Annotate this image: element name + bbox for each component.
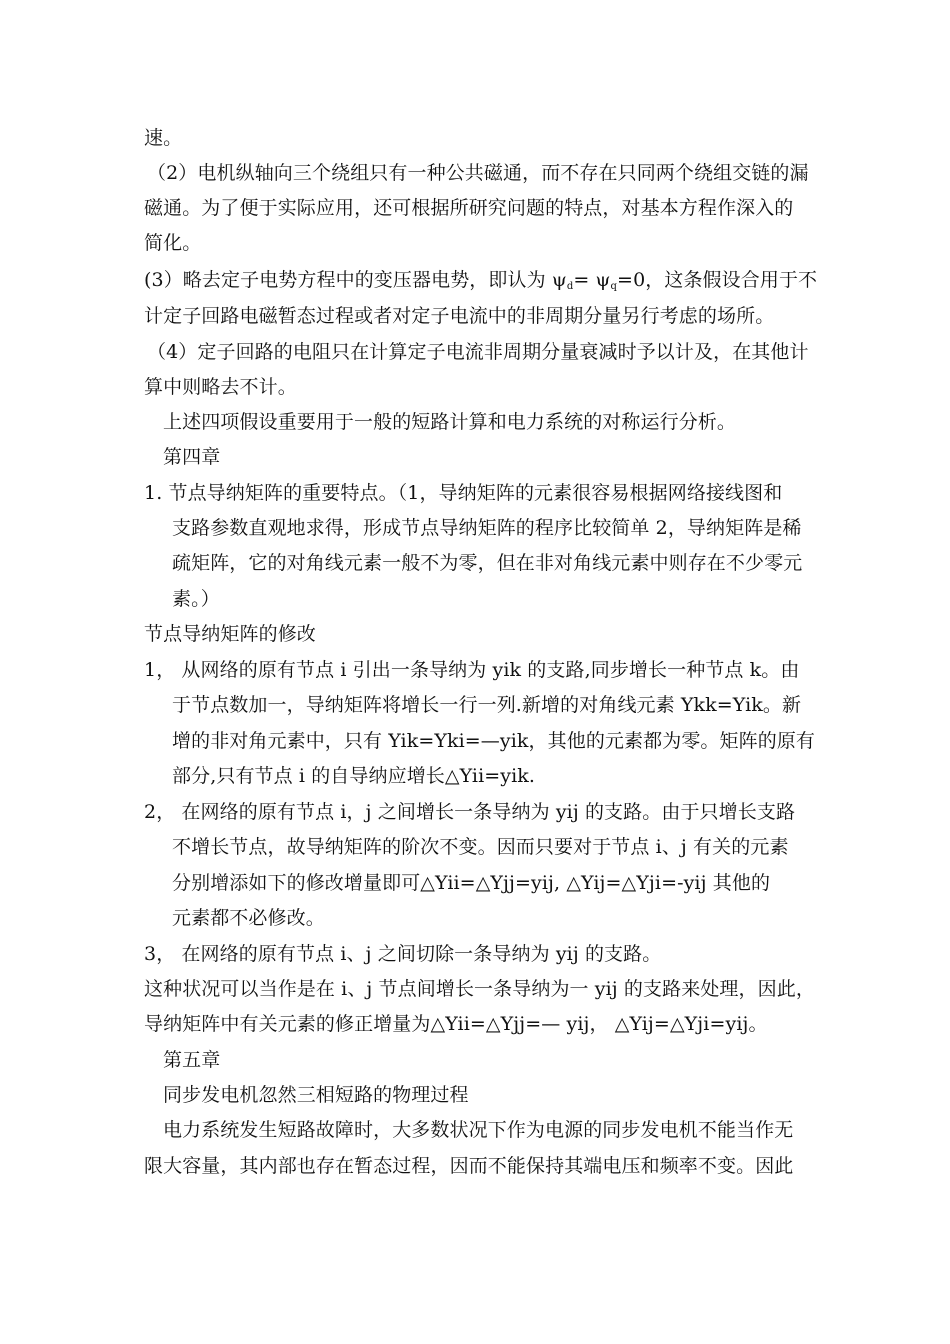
text-line: 电力系统发生短路故障时，大多数状况下作为电源的同步发电机不能当作无 bbox=[163, 1119, 794, 1141]
chapter-heading: 第四章 bbox=[163, 446, 221, 468]
text-line: 2， 在网络的原有节点 i，j 之间增长一条导纳为 yij 的支路。由于只增长支路 bbox=[144, 801, 796, 823]
text-line: 不增长节点，故导纳矩阵的阶次不变。因而只要对于节点 i、j 有关的元素 bbox=[172, 836, 789, 858]
text-line: 部分,只有节点 i 的自导纳应增长△Yii=yik. bbox=[172, 765, 536, 787]
text-line: 增的非对角元素中，只有 Yik=Yki=—yik，其他的元素都为零。矩阵的原有 bbox=[172, 730, 816, 752]
text-line: 简化。 bbox=[144, 232, 202, 254]
subscript: d bbox=[566, 281, 574, 292]
text-line: 1， 从网络的原有节点 i 引出一条导纳为 yik 的支路,同步增长一种节点 k。由 bbox=[144, 659, 800, 681]
text-line: 3， 在网络的原有节点 i、j 之间切除一条导纳为 yij 的支路。 bbox=[144, 943, 662, 965]
text-line: 算中则略去不计。 bbox=[144, 376, 297, 398]
text-line: 素。） bbox=[172, 588, 220, 610]
text-line: 支路参数直观地求得，形成节点导纳矩阵的程序比较简单 2，导纳矩阵是稀 bbox=[172, 517, 802, 539]
text-line: 计定子回路电磁暂态过程或者对定子电流中的非周期分量另行考虑的场所。 bbox=[144, 305, 775, 327]
text-line: 分别增添如下的修改增量即可△Yii=△Yjj=yij, △Yij=△Yji=-yij 其他的 bbox=[172, 872, 771, 894]
text-line: 磁通。为了便于实际应用，还可根据所研究问题的特点，对基本方程作深入的 bbox=[144, 197, 794, 219]
chapter-heading: 第五章 bbox=[163, 1049, 221, 1071]
section-heading: 同步发电机忽然三相短路的物理过程 bbox=[163, 1084, 469, 1106]
text-line: 速。 bbox=[144, 127, 183, 149]
text-line: （4）定子回路的电阻只在计算定子电流非周期分量衰减时予以计及，在其他计 bbox=[147, 341, 809, 363]
text-line: 于节点数加一，导纳矩阵将增长一行一列.新增的对角线元素 Ykk=Yik。新 bbox=[172, 694, 802, 716]
text-line: 元素都不必修改。 bbox=[172, 907, 325, 929]
text-line-with-subscripts bbox=[144, 268, 817, 299]
text-line: 这种状况可以当作是在 i、j 节点间增长一条导纳为一 yij 的支路来处理，因此， bbox=[144, 978, 815, 1000]
text-line: （2）电机纵轴向三个绕组只有一种公共磁通，而不存在只同两个绕组交链的漏 bbox=[147, 162, 809, 184]
text-segment: = ψ bbox=[573, 269, 611, 291]
subscript: q bbox=[610, 281, 618, 292]
text-line: 导纳矩阵中有关元素的修正增量为△Yii=△Yjj=— yij， △Yij=△Yji=yij。 bbox=[144, 1013, 768, 1035]
text-segment: (3）略去定子电势方程中的变压器电势，即认为 ψ bbox=[144, 269, 567, 291]
text-line: 疏矩阵，它的对角线元素一般不为零，但在非对角线元素中则存在不少零元 bbox=[172, 552, 803, 574]
text-line: 1. 节点导纳矩阵的重要特点。（1，导纳矩阵的元素很容易根据网络接线图和 bbox=[144, 482, 783, 504]
text-line: 上述四项假设重要用于一般的短路计算和电力系统的对称运行分析。 bbox=[163, 411, 737, 433]
section-heading: 节点导纳矩阵的修改 bbox=[144, 623, 316, 645]
text-line: 限大容量，其内部也存在暂态过程，因而不能保持其端电压和频率不变。因此 bbox=[144, 1155, 794, 1177]
text-segment: =0，这条假设合用于不 bbox=[617, 269, 818, 291]
